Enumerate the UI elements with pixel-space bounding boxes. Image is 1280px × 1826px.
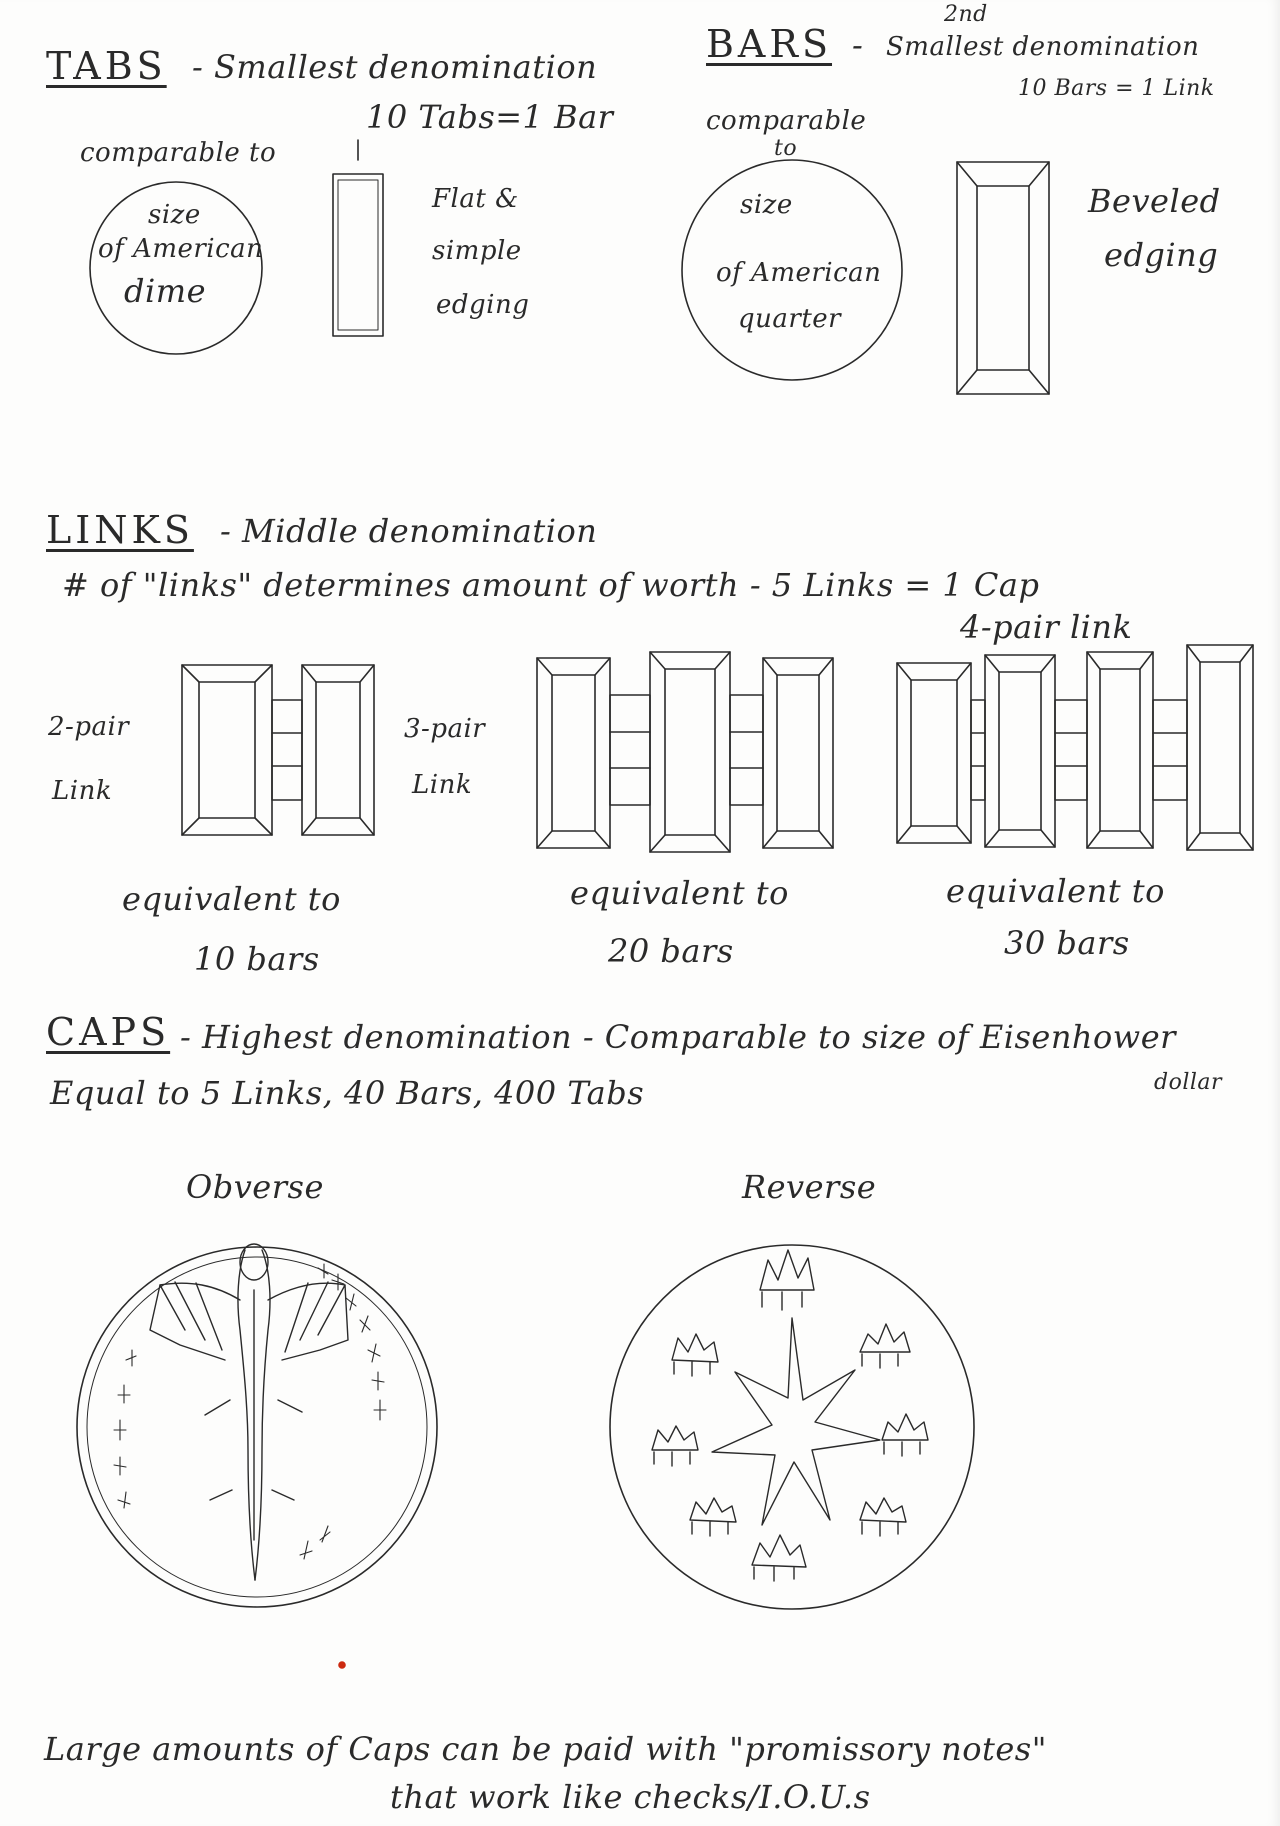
bars-comparable: comparable — [706, 106, 867, 136]
reverse-coin — [610, 1245, 974, 1609]
footer-line2: that work like checks/I.O.U.s — [390, 1778, 871, 1816]
two-pair-label-link: Link — [52, 776, 113, 806]
eq1-line2: 10 bars — [194, 940, 320, 978]
quarter-text-quarter: quarter — [738, 304, 842, 334]
bars-rate: 10 Bars = 1 Link — [1018, 76, 1215, 101]
obverse-coin — [77, 1244, 437, 1607]
tabs-edge-line3: edging — [436, 290, 530, 320]
two-pair-link — [182, 665, 374, 835]
quarter-text-size: size — [740, 190, 793, 220]
three-pair-label-link: Link — [412, 770, 473, 800]
eq3-line1: equivalent to — [946, 872, 1165, 910]
four-pair-link — [897, 645, 1253, 850]
two-pair-label: 2-pair — [48, 712, 130, 742]
bars-subtitle: Smallest denomination — [886, 32, 1200, 62]
tabs-edge-line1: Flat & — [432, 184, 519, 214]
bars-comparable-to: to — [774, 136, 798, 161]
dime-text-dime: dime — [124, 272, 206, 310]
red-dot — [339, 1662, 345, 1668]
eq3-line2: 30 bars — [1004, 924, 1130, 962]
tabs-rate: 10 Tabs=1 Bar — [366, 98, 614, 136]
bars-edge-line1: Beveled — [1088, 182, 1221, 220]
star-and-towers-icon — [652, 1250, 928, 1581]
three-pair-link — [537, 652, 833, 852]
obverse-label: Obverse — [186, 1168, 324, 1206]
tabs-comparable: comparable to — [80, 138, 277, 168]
caps-subtitle: - Highest denomination - Comparable to size of Eisenhower — [180, 1018, 1176, 1056]
links-description: # of "links" determines amount of worth - 5 Links = 1 Cap — [62, 566, 1040, 604]
caps-equal: Equal to 5 Links, 40 Bars, 400 Tabs — [50, 1074, 645, 1112]
bars-edge-line2: edging — [1104, 236, 1219, 274]
links-heading: LINKS — [46, 508, 194, 552]
footer-line1: Large amounts of Caps can be paid with "promissory notes" — [44, 1730, 1047, 1768]
eq2-line2: 20 bars — [608, 932, 734, 970]
tab-flat-bar — [333, 174, 383, 336]
dime-text-american: of American — [98, 234, 264, 264]
four-pair-label: 4-pair link — [960, 608, 1133, 646]
reverse-label: Reverse — [742, 1168, 877, 1206]
tabs-subtitle: - Smallest denomination — [192, 48, 598, 86]
beveled-bar — [957, 162, 1049, 394]
bars-dash: - — [852, 26, 864, 64]
dragon-icon — [150, 1244, 348, 1580]
caps-subtitle-dollar: dollar — [1154, 1070, 1223, 1095]
dime-text-size: size — [148, 200, 201, 230]
tabs-heading: TABS — [46, 44, 167, 88]
eq1-line1: equivalent to — [122, 880, 341, 918]
quarter-text-american: of American — [716, 258, 882, 288]
three-pair-label: 3-pair — [404, 714, 486, 744]
links-subtitle: - Middle denomination — [220, 512, 598, 550]
bars-heading: BARS — [706, 22, 833, 66]
bars-note-2nd: 2nd — [944, 2, 988, 27]
tabs-edge-line2: simple — [432, 236, 522, 266]
caps-heading: CAPS — [46, 1010, 171, 1054]
eq2-line1: equivalent to — [570, 874, 789, 912]
